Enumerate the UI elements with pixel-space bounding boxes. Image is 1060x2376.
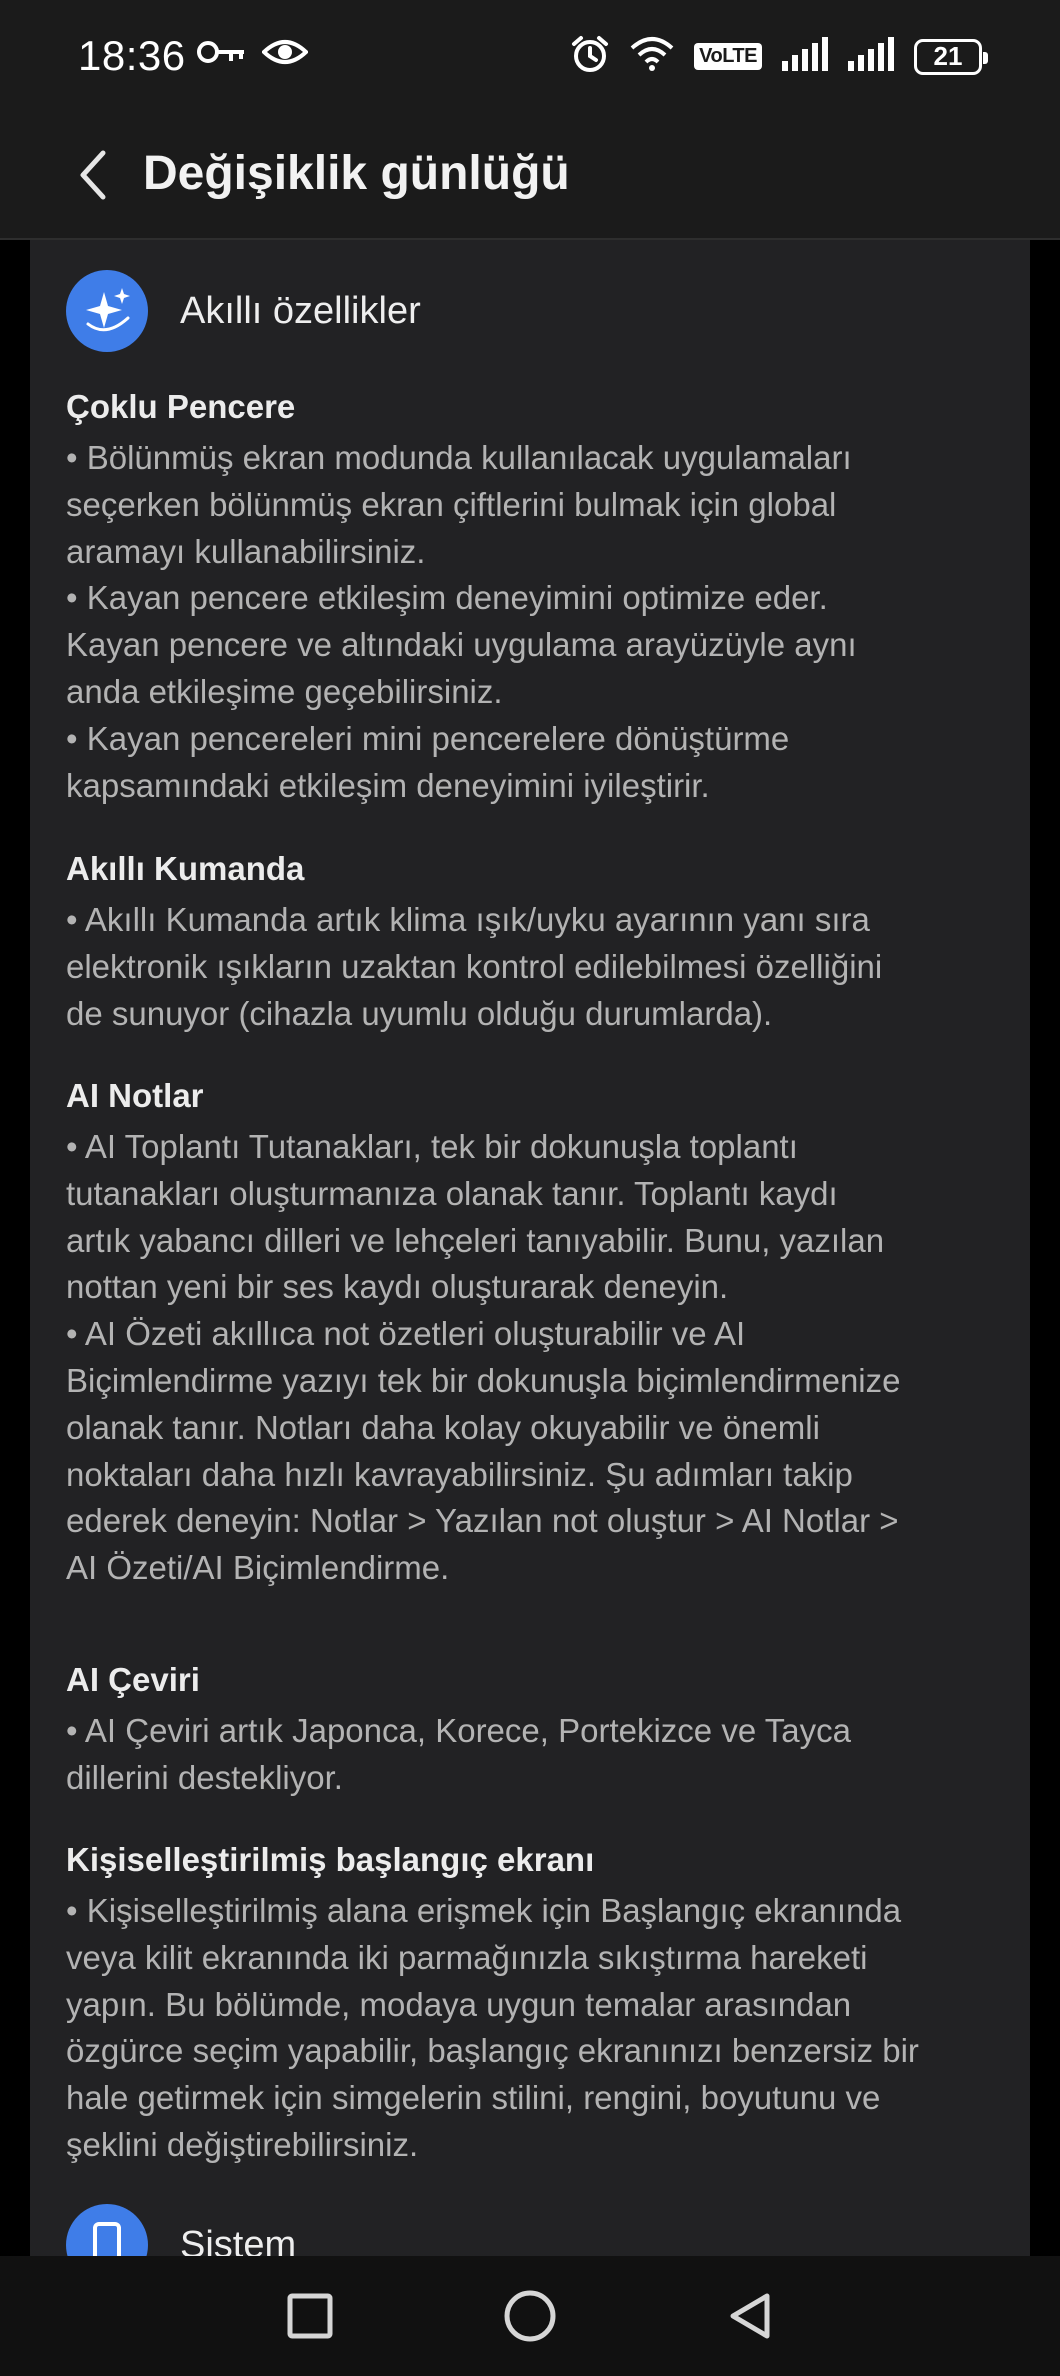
triangle-back-icon	[725, 2291, 775, 2341]
section-header-smart-features	[66, 270, 421, 352]
feature-multi-window	[66, 383, 1026, 809]
feature-line: tutanakları oluşturmanıza olanak tanır. Toplantı kaydı	[66, 1174, 838, 1212]
feature-line: veya kilit ekranında iki parmağınızla sıkıştırma hareketi	[66, 1938, 868, 1976]
feature-line: artık yabancı dilleri ve lehçeleri tanıyabilir. Bunu, yazılan	[66, 1221, 885, 1259]
feature-line: Kayan pencere ve altındaki uygulama arayüzüyle aynı	[66, 626, 857, 664]
changelog-content[interactable]	[30, 240, 1030, 2256]
feature-line: • Kayan pencere etkileşim deneyimini optimize eder.	[66, 579, 828, 617]
status-icons-right	[570, 34, 982, 79]
feature-line: seçerken bölünmüş ekran çiftlerini bulmak için global	[66, 485, 837, 523]
navigation-bar	[0, 2256, 1060, 2376]
feature-line: • Kayan pencereleri mini pencerelere dönüştürme	[66, 719, 790, 757]
section-title: Sistem	[180, 2223, 297, 2256]
feature-title: Çoklu Pencere	[66, 388, 296, 425]
feature-description	[66, 897, 1026, 1037]
volte-badge: VoLTE	[694, 43, 762, 70]
feature-line: ederek deneyin: Notlar > Yazılan not oluştur > AI Notlar >	[66, 1502, 899, 1540]
feature-line: anda etkileşime geçebilirsiniz.	[66, 672, 503, 710]
eye-icon	[262, 36, 308, 73]
section-header-system	[66, 2204, 296, 2256]
status-icons-left	[196, 36, 308, 73]
feature-title: AI Notlar	[66, 1077, 204, 1114]
feature-personalized-home	[66, 1836, 1026, 2169]
feature-smart-remote	[66, 845, 1026, 1037]
feature-line: AI Özeti/AI Biçimlendirme.	[66, 1549, 450, 1587]
feature-line: özgürce seçim yapabilir, başlangıç ekranınızı benzersiz bir	[66, 2032, 919, 2070]
feature-line: elektronik ışıkların uzaktan kontrol edilebilmesi özelliğini	[66, 947, 883, 985]
feature-title: Akıllı Kumanda	[66, 850, 305, 887]
feature-line: yapın. Bu bölümde, modaya uygun temalar arasından	[66, 1985, 852, 2023]
square-icon	[287, 2293, 333, 2339]
back-arrow-icon	[75, 149, 111, 201]
feature-line: • AI Toplantı Tutanakları, tek bir dokunuşla toplantı	[66, 1128, 798, 1165]
recent-apps-button[interactable]	[278, 2284, 342, 2348]
feature-line: • AI Özeti akıllıca not özetleri oluşturabilir ve AI	[66, 1315, 746, 1353]
feature-title: Kişiselleştirilmiş başlangıç ekranı	[66, 1841, 595, 1878]
battery-level: 21	[933, 41, 963, 71]
feature-line: • Kişiselleştirilmiş alana erişmek için Başlangıç ekranında	[66, 1892, 902, 1929]
feature-line: noktaları daha hızlı kavrayabilirsiniz. Şu adımları takip	[66, 1455, 853, 1493]
feature-line: aramayı kullanabilirsiniz.	[66, 532, 426, 570]
battery-icon	[914, 39, 982, 75]
feature-description	[66, 1708, 1026, 1802]
feature-line: nottan yeni bir ses kaydı oluşturarak deneyin.	[66, 1268, 729, 1306]
feature-ai-translate	[66, 1656, 1026, 1802]
feature-title: AI Çeviri	[66, 1661, 200, 1698]
feature-line: olanak tanır. Notları daha kolay okuyabilir ve önemli	[66, 1408, 820, 1446]
wifi-icon	[630, 36, 674, 77]
page-title: Değişiklik günlüğü	[143, 147, 570, 200]
back-button[interactable]	[62, 144, 124, 206]
signal-icon-sim1	[782, 37, 828, 76]
feature-line: kapsamındaki etkileşim deneyimini iyileştirir.	[66, 766, 710, 804]
feature-line: şeklini değiştirebilirsiniz.	[66, 2125, 419, 2163]
feature-description	[66, 1888, 1026, 2169]
feature-line: • Bölünmüş ekran modunda kullanılacak uygulamaları	[66, 439, 852, 476]
key-icon	[196, 37, 248, 72]
app-header	[0, 118, 1060, 240]
circle-icon	[503, 2289, 557, 2343]
feature-line: • Akıllı Kumanda artık klima ışık/uyku ayarının yanı sıra	[66, 901, 870, 938]
feature-line: • AI Çeviri artık Japonca, Korece, Portekizce ve Tayca	[66, 1712, 851, 1749]
feature-description	[66, 1124, 1026, 1592]
feature-line: Biçimlendirme yazıyı tek bir dokunuşla biçimlendirmenize	[66, 1361, 901, 1399]
feature-description	[66, 435, 1026, 809]
feature-line: de sunuyor (cihazla uyumlu olduğu durumlarda).	[66, 994, 773, 1032]
phone-icon	[66, 2204, 148, 2256]
feature-line: dillerini destekliyor.	[66, 1758, 343, 1796]
alarm-icon	[570, 34, 610, 79]
status-time: 18:36	[78, 32, 186, 79]
signal-icon-sim2	[848, 37, 894, 76]
feature-ai-notes	[66, 1072, 1026, 1592]
home-button[interactable]	[498, 2284, 562, 2348]
back-nav-button[interactable]	[718, 2284, 782, 2348]
section-title: Akıllı özellikler	[180, 289, 421, 332]
sparkle-icon	[66, 270, 148, 352]
feature-line: hale getirmek için simgelerin stilini, rengini, boyutunu ve	[66, 2079, 881, 2117]
status-bar	[0, 0, 1060, 118]
